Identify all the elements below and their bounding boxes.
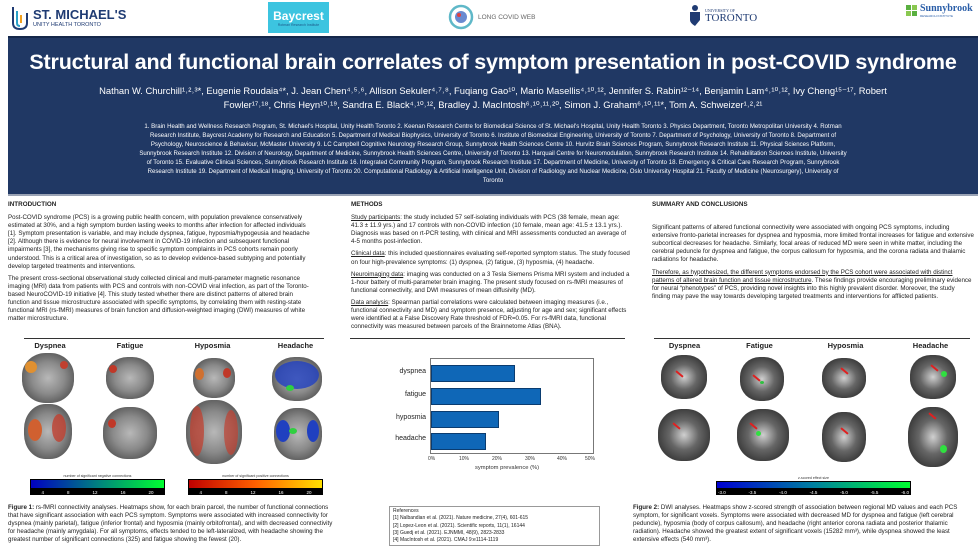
chart-bar-dyspnea bbox=[431, 365, 515, 382]
brain-coronal-fatigue bbox=[106, 357, 154, 399]
uoft-line1: UNIVERSITY OF bbox=[705, 8, 735, 13]
heat-spot bbox=[756, 431, 761, 436]
tick: 4 bbox=[41, 489, 44, 495]
reference-item: [3] Guedj et al. (2021). EJNMMI, 48(9), 2823-2833 bbox=[393, 529, 505, 536]
tick: -5.0 bbox=[840, 489, 848, 495]
authors-line-1: Nathan W. Churchill¹˒²˒³*, Eugenie Roudaia⁴*, J. Jean Chen⁴˒⁵˒⁶, Allison Sekuler⁴˒⁷˒⁸, Fuqiang Gao¹⁰, Mario Masellis⁴˒¹⁰˒¹², Jennifer S. Rabin¹²⁻¹⁴, Benjamin Lam⁴˒¹⁰˒¹², Ivy Cheng¹⁵⁻¹⁷, Robert bbox=[99, 85, 887, 96]
chart-bar-headache bbox=[431, 433, 486, 450]
heat-spot bbox=[195, 368, 204, 380]
methods-heading: METHODS bbox=[351, 201, 383, 208]
figure1-caption bbox=[8, 504, 338, 544]
references-heading: References bbox=[393, 508, 419, 514]
figure2-top-rule bbox=[654, 338, 970, 339]
figure1-label-dyspnea: Dyspnea bbox=[34, 341, 66, 350]
st-michaels-name: ST. MICHAEL'S bbox=[33, 6, 127, 22]
reference-item: [4] MacIntosh et al. (2021). CMAJ 9:e1114-1119 bbox=[393, 537, 499, 544]
uoft-logo bbox=[688, 4, 757, 28]
chart-ylabel-fatigue: fatigue bbox=[404, 391, 426, 398]
figure1-label-fatigue: Fatigue bbox=[116, 341, 144, 350]
chart-bar-fatigue bbox=[431, 388, 541, 405]
red-arrow-icon bbox=[928, 412, 936, 419]
sunnybrook-name: Sunnybrook bbox=[920, 3, 973, 14]
reference-item: [2] Lopez-Leon et al. (2021). Scientific reports, 11(1), 16144 bbox=[393, 522, 525, 529]
colorbar-zscore-ticks bbox=[716, 489, 911, 495]
methods-item-text: : this included questionnaires evaluating self-reported symptom status. The study focused on four high-prevalence symptoms: (1) dyspnea, (2) fatigue, (3) hyposmia, (4) headache. bbox=[351, 250, 630, 266]
reference-item: [1] Nalbandian et al. (2021). Nature medicine, 27(4), 601-615 bbox=[393, 515, 529, 522]
tick: 16 bbox=[278, 489, 284, 495]
dwi-coronal-headache bbox=[910, 355, 956, 399]
st-michaels-logo bbox=[10, 5, 126, 31]
methods-bottom-rule bbox=[350, 338, 625, 339]
methods-item-label: Neuroimaging data bbox=[351, 270, 404, 278]
logo-bar bbox=[0, 0, 980, 36]
figure2-label-fatigue: Fatigue bbox=[746, 341, 773, 350]
methods-item-text: : imaging was conducted on a 3 Tesla Siemens Prisma MRI system and included a 1-hour battery of multi-parameter brain imaging. The present study focused on rs-fMRI measures of functional connectivity, and DWI measures of mean diffusivity (MD). bbox=[351, 270, 630, 294]
colorbar-positive-ticks bbox=[188, 489, 323, 495]
figure1-top-rule bbox=[24, 338, 324, 339]
figure2-label-headache: Headache bbox=[912, 341, 949, 350]
red-arrow-icon bbox=[752, 374, 760, 381]
title-banner bbox=[8, 36, 978, 194]
heat-spot bbox=[286, 385, 294, 391]
summary-paragraph-2 bbox=[652, 269, 974, 301]
dwi-coronal-hyposmia bbox=[822, 358, 866, 398]
chart-ylabel-dyspnea: dyspnea bbox=[399, 368, 426, 375]
tick: -6.0 bbox=[901, 489, 909, 495]
chart-xtick: 40% bbox=[557, 456, 568, 462]
introduction-paragraph-2: The present cross-sectional observational study collected clinical and multi-parameter magnetic resonance imaging (MRI) data from patients with PCS and controls with non-COVID viral infection, as part of the Toronto-based NeuroCOVID-19 initiative [4]. This study tested whether there are distinct patterns of altered brain function and tissue microstructure associated with specific symptoms, by correlating them with resting-state functional MRI (rs-fMRI) measures of brain function and diffusion-weighted imaging (DWI) measures of white matter microstructure. bbox=[8, 274, 309, 323]
heat-spot bbox=[941, 371, 947, 377]
figure1-label-headache: Headache bbox=[277, 341, 314, 350]
brain-coronal-hyposmia bbox=[193, 358, 235, 398]
red-arrow-icon bbox=[840, 367, 848, 374]
dwi-coronal-dyspnea bbox=[661, 355, 707, 399]
brain-axial-fatigue bbox=[103, 407, 157, 459]
brain-axial-hyposmia bbox=[186, 400, 242, 464]
brain-axial-headache bbox=[274, 408, 322, 460]
introduction-paragraph-1: Post-COVID syndrome (PCS) is a growing public health concern, with population prevalence conservatively estimated at 30%, and a high symptom burden lasting weeks to months after infection for affected individuals [1]. Symptom presentation is variable, and may include dyspnea, fatigue, hyposmia/hypogeusia and headache [2]. Although there is evidence for neural involvement in COVID-19 infection and subsequent functional impairments [3], the mechanisms giving rise to specific symptom complaints in PCS cohorts remain poorly understood. This is a critical area of investigation, so as to develop evidence-based subtyping and potentially develop targeted treatments and interventions. bbox=[8, 214, 310, 270]
tick: 16 bbox=[120, 489, 126, 495]
tick: -3.5 bbox=[748, 489, 757, 495]
figure2-caption-label: Figure 2: bbox=[633, 504, 660, 511]
figure2-caption bbox=[633, 504, 975, 544]
heat-spot bbox=[52, 414, 66, 442]
heat-spot bbox=[760, 381, 764, 384]
methods-item bbox=[351, 250, 633, 266]
banner-divider bbox=[8, 194, 978, 196]
methods-section bbox=[351, 201, 633, 335]
dwi-axial-dyspnea bbox=[658, 409, 710, 461]
sunnybrook-logo bbox=[906, 4, 973, 18]
red-arrow-icon bbox=[749, 422, 757, 429]
baycrest-logo bbox=[268, 2, 329, 33]
summary-key-finding: Therefore, as hypothesized, the different symptoms endorsed by the PCS cohort were associated with distinct patterns of altered brain function and tissue microstructure bbox=[652, 268, 953, 284]
tick: 20 bbox=[306, 489, 312, 495]
heat-spot bbox=[275, 361, 319, 389]
tick: 20 bbox=[148, 489, 154, 495]
summary-paragraph-2-rest: . These findings provide encouraging preliminary evidence for neural “phenotypes” of PCS, providing novel insights into this highly prevalent disorder. Moreover, the study finding may pave the way towards developing targeted treatments and interventions for afflicted patients. bbox=[652, 276, 972, 300]
chart-xtick: 30% bbox=[525, 456, 536, 462]
red-arrow-icon bbox=[840, 427, 848, 434]
methods-item bbox=[351, 271, 633, 295]
heat-spot bbox=[940, 445, 947, 453]
heat-spot bbox=[108, 419, 116, 428]
heat-spot bbox=[289, 428, 297, 434]
colorbar-zscore-title: z-scored effect size bbox=[798, 476, 829, 480]
chart-ylabel-hyposmia: hyposmia bbox=[396, 414, 426, 421]
heat-spot bbox=[190, 406, 204, 456]
colorbar-negative-ticks bbox=[30, 489, 165, 495]
introduction-section bbox=[8, 201, 313, 327]
red-arrow-icon bbox=[672, 422, 680, 429]
red-arrow-icon bbox=[675, 370, 683, 377]
tick: -5.5 bbox=[870, 489, 879, 495]
tick: 8 bbox=[224, 489, 228, 495]
bar-chart-plot bbox=[430, 358, 594, 454]
references-box bbox=[389, 506, 600, 546]
baycrest-name: Baycrest bbox=[273, 8, 324, 23]
figure1-caption-text: rs-fMRI connectivity analyses. Heatmaps show, for each brain parcel, the number of functional connections that have significant association with each PCS symptom. Symptoms were associated with increased connectivity for dyspnea (mainly parietal), fatigue (inferior frontal) and hyposmia (mainly orbitofrontal), and with decreased connectivity for headache (mainly amygdala). For all symptoms, effects tended to be left-lateralized, with headache showing the greatest number of significant connections (325) and fatigue showing the fewest (20). bbox=[8, 504, 333, 544]
chart-xtick: 50% bbox=[585, 456, 596, 462]
heat-spot bbox=[109, 365, 117, 373]
figure1-label-hyposmia: Hyposmia bbox=[194, 341, 231, 350]
summary-section bbox=[652, 201, 974, 305]
heat-spot bbox=[60, 361, 68, 369]
chart-xtick: 20% bbox=[492, 456, 503, 462]
tick: 12 bbox=[250, 489, 256, 495]
st-michaels-sub: UNITY HEALTH TORONTO bbox=[33, 21, 101, 28]
figure2-label-dyspnea: Dyspnea bbox=[668, 341, 701, 350]
uoft-line2: TORONTO bbox=[705, 12, 758, 24]
brain-coronal-headache bbox=[272, 357, 322, 401]
chart-xtick: 10% bbox=[459, 456, 470, 462]
red-arrow-icon bbox=[930, 364, 938, 371]
methods-item-label: Data analysis bbox=[351, 298, 389, 306]
chart-xlabel: symptom prevalence (%) bbox=[475, 465, 540, 471]
methods-item-label: Study participants bbox=[351, 214, 401, 222]
colorbar-pos-title: number of significant positive connections bbox=[222, 474, 289, 478]
tick: -4.5 bbox=[809, 489, 818, 495]
chart-ylabel-headache: headache bbox=[395, 435, 426, 442]
colorbar-neg-title: number of significant negative connections bbox=[63, 474, 132, 478]
heat-spot bbox=[307, 420, 319, 442]
heat-spot bbox=[224, 410, 238, 455]
colorbar-negative bbox=[30, 479, 165, 489]
dwi-axial-headache bbox=[908, 407, 958, 467]
summary-paragraph-1: Significant patterns of altered functional connectivity were associated with ongoing PCS symptoms, including extensive fronto-parietal increases for dyspnea and hyposmia, more limited frontal increases for fatigue and extensive subcortical decreases for headache. Similarly, focal areas of reduced MD were seen in white matter, including the cerebral peduncle for dyspnea and fatigue, the corpus callosum for hyposmia, and the corona radiata and thalamic radiations for headache. bbox=[652, 224, 974, 264]
authors-line-2: Fowler¹⁷˒¹⁸, Chris Heyn¹⁰˒¹⁹, Sandra E. Black⁴˒¹⁰˒¹², Bradley J. MacIntosh⁶˒¹⁰˒¹¹˒²⁰, Simon J. Graham⁶˒¹⁰˒¹¹*, Tom A. Schweizer¹˒²˒²¹ bbox=[223, 99, 763, 110]
methods-item bbox=[351, 214, 633, 246]
summary-heading: SUMMARY AND CONCLUSIONS bbox=[652, 201, 748, 208]
brain-axial-dyspnea bbox=[24, 404, 72, 459]
methods-item bbox=[351, 299, 633, 331]
dwi-coronal-fatigue bbox=[740, 357, 784, 401]
brain-coronal-dyspnea bbox=[22, 353, 74, 403]
tick: 8 bbox=[66, 489, 70, 495]
poster-title: Structural and functional brain correlates of symptom presentation in post-COVID syndrome bbox=[29, 50, 957, 74]
heat-spot bbox=[223, 368, 231, 378]
chart-bar-hyposmia bbox=[431, 411, 499, 428]
heat-spot bbox=[276, 420, 290, 442]
figure2-label-hyposmia: Hyposmia bbox=[827, 341, 864, 350]
sunnybrook-leaf-icon bbox=[906, 5, 918, 17]
tick: -4.0 bbox=[779, 489, 787, 495]
tick: 12 bbox=[92, 489, 98, 495]
author-list bbox=[68, 84, 918, 112]
heat-spot bbox=[25, 361, 37, 373]
colorbar-positive bbox=[188, 479, 323, 489]
colorbar-zscore bbox=[716, 481, 911, 489]
methods-item-label: Clinical data bbox=[351, 250, 385, 258]
heat-spot bbox=[28, 419, 42, 441]
methods-item-text: : Spearman partial correlations were calculated between imaging measures (i.e., functional connectivity and MD) and symptom presence, adjusting for age and sex; significant effects were identified at a False Discovery Rate threshold of FDR=0.05. For rs-fMRI data, functional connectivity was measured between parcels of the Brainnetome Atlas (BNA). bbox=[351, 298, 627, 331]
baycrest-sub: Rotman Research Institute bbox=[277, 22, 320, 27]
uoft-crest-icon bbox=[688, 4, 702, 28]
dwi-axial-fatigue bbox=[737, 409, 789, 461]
sunnybrook-sub: RESEARCH INSTITUTE bbox=[920, 14, 954, 18]
tick: 4 bbox=[199, 489, 202, 495]
affiliations: 1. Brain Health and Wellness Research Program, St. Michael's Hospital, Unity Health Toronto 2. Keenan Research Centre for Biomedical Science of St. Michael's Hospital, Unity Health Toronto 3. Physics Department, Toronto Metropolitan University 4. Rotman Research Institute, Baycrest Academy for Research and Education 5. Department of Medical Biophysics, University of Toronto 6. Institute of Biomedical Engineering, University of Toronto 7. Department of Psychology, University of Toronto 8. Department of Psychology, Neuroscience & Behaviour, McMaster University 9. LC Campbell Cognitive Neurology Research Group, Sunnybrook Health Sciences Centre 10. Hurvitz Brain Sciences Program, Sunnybrook Research Institute 11. Physical Sciences Platform, Sunnybrook Research Institute 12. Division of Neurology, Department of Medicine, Sunnybrook Health Sciences Centre, University of Toronto 13. Harquail Centre for Neuromodulation, Sunnybrook Research Institute 14. Rehabilitation Sciences Institute, University of Toronto 15. Evaluative Clinical Sciences, Sunnybrook Research Institute 16. Integrated Community Program, Sunnybrook Research Institute 17. Department of Medicine, University of Toronto 18. Emergency & Critical Care Research Program, Sunnybrook Research Institute 19. Department of Medical Imaging, University of Toronto 20. Computational Radiology & Artificial Intelligence Unit, Division of Radiology and Nuclear Medicine, Oslo University Hospital 21. Faculty of Medicine (Neurosurgery), University of Toronto bbox=[139, 123, 847, 184]
st-michaels-emblem-icon bbox=[10, 5, 30, 31]
dwi-axial-hyposmia bbox=[822, 412, 866, 462]
introduction-heading: INTRODUCTION bbox=[8, 201, 57, 208]
long-covid-emblem-icon bbox=[448, 4, 474, 30]
long-covid-name: LONG COVID WEB bbox=[478, 13, 536, 21]
long-covid-logo bbox=[448, 4, 535, 30]
figure1-caption-label: Figure 1: bbox=[8, 504, 35, 511]
chart-xtick: 0% bbox=[428, 456, 436, 462]
figure2-caption-text: DWI analyses. Heatmaps show z-scored strength of association between regional MD values and each PCS symptom, for significant voxels. Symptoms were associated with decreased MD for dyspnea and fatigue (left cerebral peduncle), hyposmia (body of corpus callosum), and headache (right anterior corona radiata and posterior thalamic radiation). Headache showed the greatest extent of significant voxels (15282 mm³), while dyspnea showed the least extensive effects (540 mm³). bbox=[633, 504, 958, 544]
tick: -3.0 bbox=[718, 489, 726, 495]
methods-item-text: : the study included 57 self-isolating individuals with PCS (38 female, mean age: 41.3 ± 11.9 yrs.) and 17 controls with non-COVID infection (10 female, mean age: 41.5 ± 13.1 yrs.). Diagnosis was based on rt-PCR testing, with clinical and MRI assessments conducted an average of 4-5 months post-infection. bbox=[351, 214, 627, 246]
